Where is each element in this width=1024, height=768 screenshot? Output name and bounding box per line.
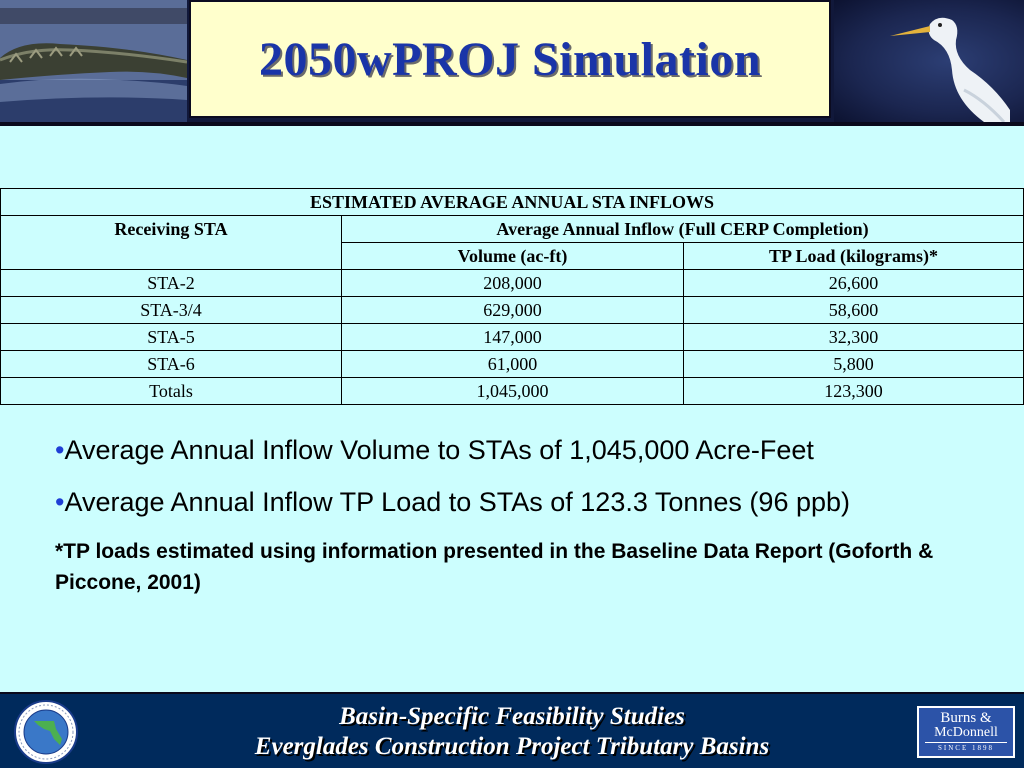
table-header-row [1, 216, 1024, 243]
cell-volume: 629,000 [342, 297, 684, 324]
slide-footer [0, 692, 1024, 768]
footer-line-2: Everglades Construction Project Tributary Basins [254, 733, 770, 760]
cell-tp-load: 5,800 [684, 351, 1024, 378]
col-header-volume: Volume (ac-ft) [342, 243, 684, 270]
bullet-item [55, 432, 995, 469]
alligator-illustration [0, 0, 187, 122]
cell-tp-load: 58,600 [684, 297, 1024, 324]
cell-tp-load: 32,300 [684, 324, 1024, 351]
table-row [1, 297, 1024, 324]
cell-sta: STA-2 [1, 270, 342, 297]
cell-tp-load: 123,300 [684, 378, 1024, 405]
header-divider [0, 122, 1024, 126]
bullet-text: Average Annual Inflow Volume to STAs of 1,045,000 Acre-Feet [64, 435, 814, 465]
title-box [189, 0, 831, 118]
cell-sta: STA-6 [1, 351, 342, 378]
bullet-text: Average Annual Inflow TP Load to STAs of 123.3 Tonnes (96 ppb) [64, 487, 850, 517]
table-caption: ESTIMATED AVERAGE ANNUAL STA INFLOWS [1, 189, 1024, 216]
table-row [1, 270, 1024, 297]
footnote: *TP loads estimated using information presented in the Baseline Data Report (Goforth & Piccone, 2001) [55, 540, 934, 594]
cell-sta: STA-3/4 [1, 297, 342, 324]
alligator-photo [0, 0, 187, 122]
slide-header [0, 0, 1024, 126]
table-row [1, 324, 1024, 351]
burns-mcdonnell-logo [917, 706, 1015, 758]
cell-volume: 208,000 [342, 270, 684, 297]
table-caption-row [1, 189, 1024, 216]
slide-title: 2050wPROJ Simulation [258, 32, 762, 86]
egret-photo [834, 0, 1024, 122]
footer-text [112, 702, 912, 762]
col-header-receiving-sta: Receiving STA [1, 216, 342, 270]
egret-illustration [834, 0, 1024, 122]
bullet-item [55, 484, 995, 521]
cell-volume: 147,000 [342, 324, 684, 351]
sta-inflows-table [0, 188, 1024, 405]
cell-sta: Totals [1, 378, 342, 405]
table-row [1, 351, 1024, 378]
bullet-list [55, 432, 995, 598]
cell-tp-load: 26,600 [684, 270, 1024, 297]
logo-line-2: McDonnell [934, 725, 998, 740]
cell-volume: 1,045,000 [342, 378, 684, 405]
col-header-tp-load: TP Load (kilograms)* [684, 243, 1024, 270]
table-totals-row [1, 378, 1024, 405]
logo-line-1: Burns & [940, 710, 992, 726]
bullet-marker: • [55, 487, 65, 517]
footer-line-1: Basin-Specific Feasibility Studies [339, 703, 685, 730]
bullet-marker: • [55, 435, 65, 465]
col-group-header-average-inflow: Average Annual Inflow (Full CERP Completion) [342, 216, 1024, 243]
cell-sta: STA-5 [1, 324, 342, 351]
cell-volume: 61,000 [342, 351, 684, 378]
logo-line-3: SINCE 1898 [925, 742, 1007, 753]
sfwmd-seal-logo [10, 699, 82, 765]
